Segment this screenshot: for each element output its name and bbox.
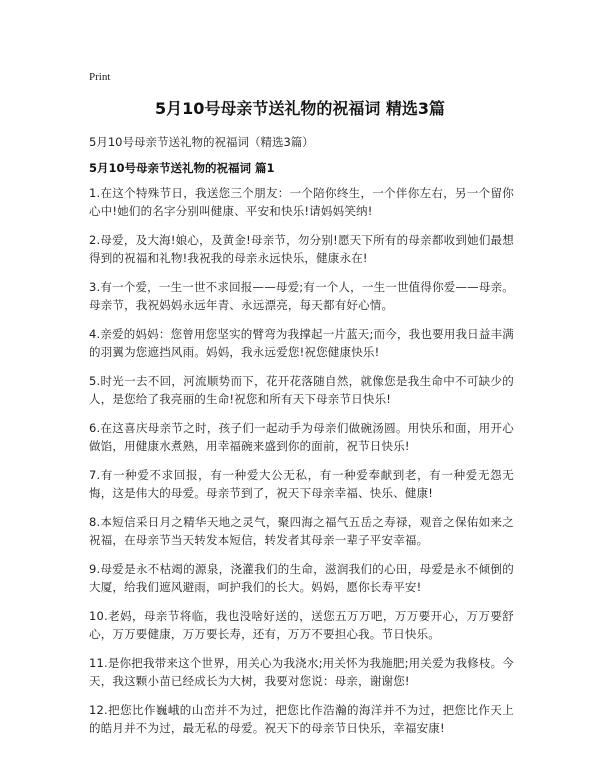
paragraph: 10.老妈，母亲节将临，我也没啥好送的，送您五万万吧，万万要开心，万万要舒心，万万要健康，万万要长寿，还有，万万不要担心我。节日快乐。 bbox=[89, 609, 514, 641]
paragraph: 8.本短信采日月之精华天地之灵气，聚四海之福气五岳之寿禄，观音之保佑如来之祝福，在母亲节当天转发本短信，转发者其母亲一辈子平安幸福。 bbox=[89, 515, 514, 547]
paragraph: 4.亲爱的妈妈：您曾用您坚实的臂弯为我撑起一片蓝天;而今，我也要用我日益丰满的羽翼为您遮挡风雨。妈妈，我永远爱您!祝您健康快乐! bbox=[89, 327, 514, 359]
page-title: 5月10号母亲节送礼物的祝福词 精选3篇 bbox=[154, 99, 446, 118]
paragraph: 9.母爱是永不枯竭的源泉，浇灌我们的生命，滋润我们的心田，母爱是永不倾倒的大厦，给我们遮风避雨，呵护我们的长大。妈妈，愿你长寿平安! bbox=[89, 562, 514, 594]
paragraph: 1.在这个特殊节日，我送您三个朋友：一个陪你终生，一个伴你左右，另一个留你心中!她们的名字分别叫健康、平安和快乐!请妈妈笑纳! bbox=[89, 186, 514, 218]
paragraph: 2.母爱，及大海!娘心，及黄金!母亲节，勿分别!愿天下所有的母亲都收到她们最想得到的祝福和礼物!我祝我的母亲永远快乐，健康永在! bbox=[89, 233, 514, 265]
paragraph: 7.有一种爱不求回报，有一种爱大公无私，有一种爱奉献到老，有一种爱无怨无悔，这是伟大的母爱。母亲节到了，祝天下母亲幸福、快乐、健康! bbox=[89, 468, 514, 500]
paragraph: 3.有一个爱，一生一世不求回报——母爱;有一个人，一生一世值得你爱——母亲。母亲节，我祝妈妈永远年青、永远漂亮，每天都有好心情。 bbox=[89, 280, 514, 312]
document-subtitle: 5月10号母亲节送礼物的祝福词（精选3篇） bbox=[89, 135, 314, 149]
paragraph: 6.在这喜庆母亲节之时，孩子们一起动手为母亲们做碗汤圆。用快乐和面，用开心做馅，用健康水煮熟，用幸福碗来盛到你的面前，祝节日快乐! bbox=[89, 421, 514, 453]
print-link[interactable]: Print bbox=[89, 71, 111, 83]
paragraph-list bbox=[89, 184, 514, 748]
paragraph: 11.是你把我带来这个世界，用关心为我浇水;用关怀为我施肥;用关爱为我修枝。今天，我这颗小苗已经成长为大树，我要对您说：母亲，谢谢您! bbox=[89, 656, 514, 688]
paragraph: 5.时光一去不回，河流顺势而下，花开花落随自然，就像您是我生命中不可缺少的人，是您给了我亮丽的生命!祝您和所有天下母亲节日快乐! bbox=[89, 374, 514, 406]
section-heading: 5月10号母亲节送礼物的祝福词 篇1 bbox=[89, 161, 275, 175]
paragraph: 12.把您比作巍峨的山峦并不为过，把您比作浩瀚的海洋并不为过，把您比作天上的皓月并不为过，最无私的母爱。祝天下的母亲节日快乐，幸福安康! bbox=[89, 703, 514, 735]
